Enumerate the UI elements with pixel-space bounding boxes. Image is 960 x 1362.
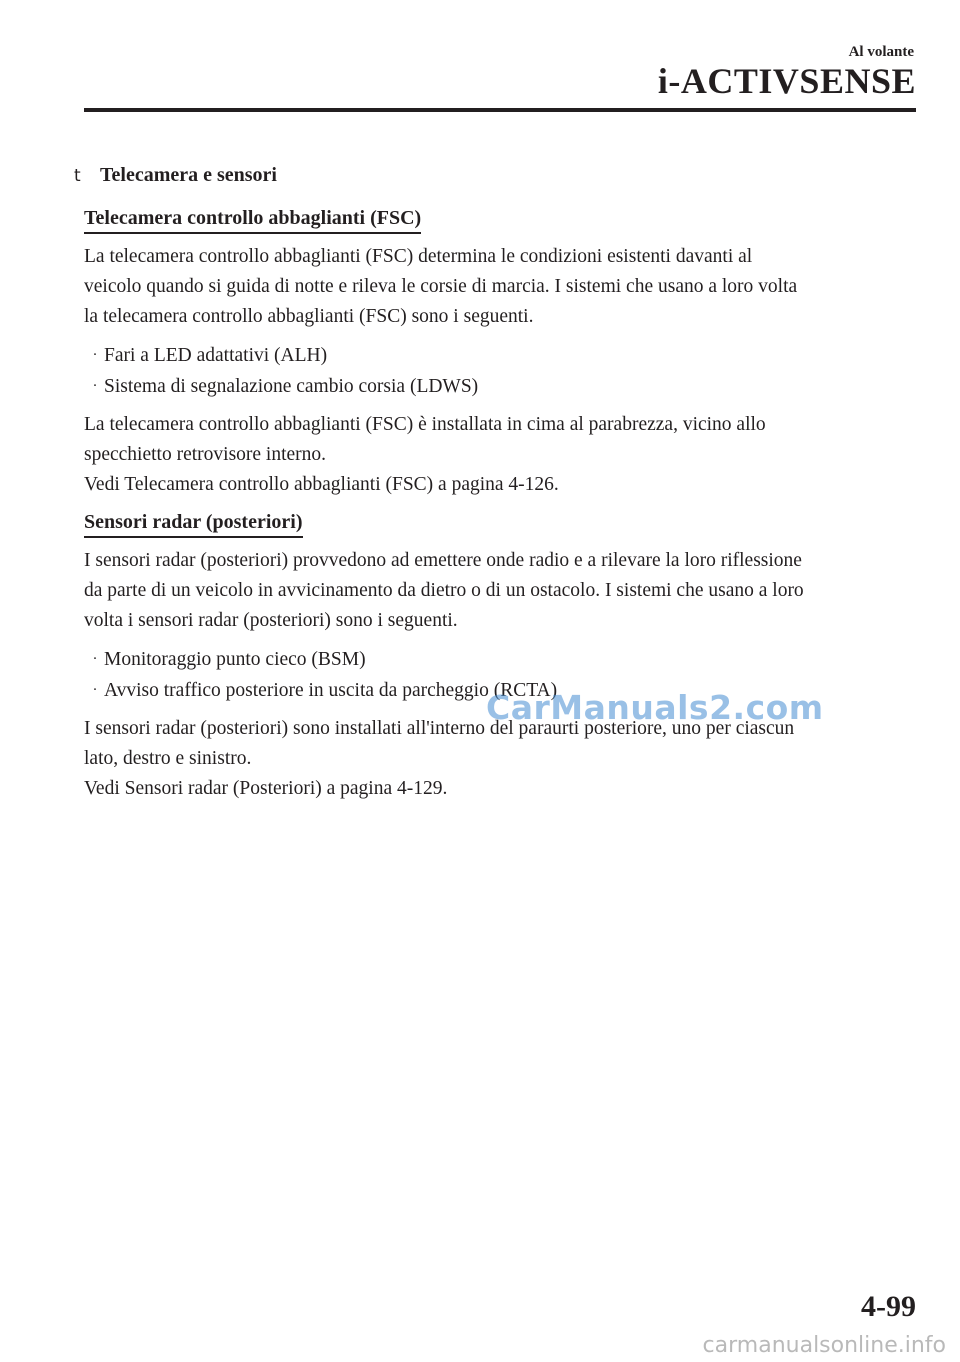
fsc-location bbox=[84, 410, 916, 500]
section-marker-icon: t bbox=[74, 166, 81, 186]
text-line: la telecamera controllo abbaglianti (FSC) sono i seguenti. bbox=[84, 306, 534, 327]
bullet-icon: · bbox=[92, 651, 98, 667]
list-item-text: Avviso traffico posteriore in uscita da parcheggio (RCTA) bbox=[104, 680, 558, 701]
header-title: i-ACTIVSENSE bbox=[657, 61, 916, 101]
list-item-text: Sistema di segnalazione cambio corsia (LDWS) bbox=[104, 376, 479, 397]
list-item-text: Monitoraggio punto cieco (BSM) bbox=[104, 649, 366, 670]
radar-heading: Sensori radar (posteriori) bbox=[84, 509, 303, 538]
text-line: I sensori radar (posteriori) provvedono ad emettere onde radio e a rilevare la loro riflessione bbox=[84, 550, 802, 571]
list-item-text: Fari a LED adattativi (ALH) bbox=[104, 345, 328, 366]
text-line: La telecamera controllo abbaglianti (FSC) è installata in cima al parabrezza, vicino allo bbox=[84, 414, 766, 435]
text-line: lato, destro e sinistro. bbox=[84, 748, 252, 769]
watermark: CarManuals2.com bbox=[486, 688, 824, 727]
fsc-intro bbox=[84, 242, 916, 332]
text-line: volta i sensori radar (posteriori) sono i seguenti. bbox=[84, 610, 458, 631]
fsc-system-list bbox=[84, 340, 916, 402]
section-title bbox=[74, 160, 916, 191]
text-line: da parte di un veicolo in avvicinamento da dietro o di un ostacolo. I sistemi che usano a loro bbox=[84, 580, 804, 601]
page-number: 4-99 bbox=[861, 1290, 916, 1323]
footer-url[interactable]: carmanualsonline.info bbox=[702, 1333, 946, 1358]
fsc-heading: Telecamera controllo abbaglianti (FSC) bbox=[84, 205, 421, 234]
list-item bbox=[86, 371, 916, 402]
list-item bbox=[86, 644, 916, 675]
bullet-icon: · bbox=[92, 682, 98, 698]
radar-intro bbox=[84, 546, 916, 636]
header-rule bbox=[84, 108, 916, 112]
radar-location bbox=[84, 714, 916, 804]
list-item bbox=[86, 340, 916, 371]
radar-reference: Vedi Sensori radar (Posteriori) a pagina 4-129. bbox=[84, 778, 448, 799]
text-line: specchietto retrovisore interno. bbox=[84, 444, 327, 465]
bullet-icon: · bbox=[92, 378, 98, 394]
bullet-icon: · bbox=[92, 347, 98, 363]
section-title-text: Telecamera e sensori bbox=[100, 164, 277, 186]
text-line: La telecamera controllo abbaglianti (FSC) determina le condizioni esistenti davanti al bbox=[84, 246, 753, 267]
text-line: veicolo quando si guida di notte e rileva le corsie di marcia. I sistemi che usano a loro volta bbox=[84, 276, 798, 297]
header-section: Al volante bbox=[848, 44, 914, 60]
fsc-reference: Vedi Telecamera controllo abbaglianti (FSC) a pagina 4-126. bbox=[84, 474, 559, 495]
text-line: I sensori radar (posteriori) sono installati all'interno del paraurti posteriore, uno per ciascun bbox=[84, 718, 795, 739]
